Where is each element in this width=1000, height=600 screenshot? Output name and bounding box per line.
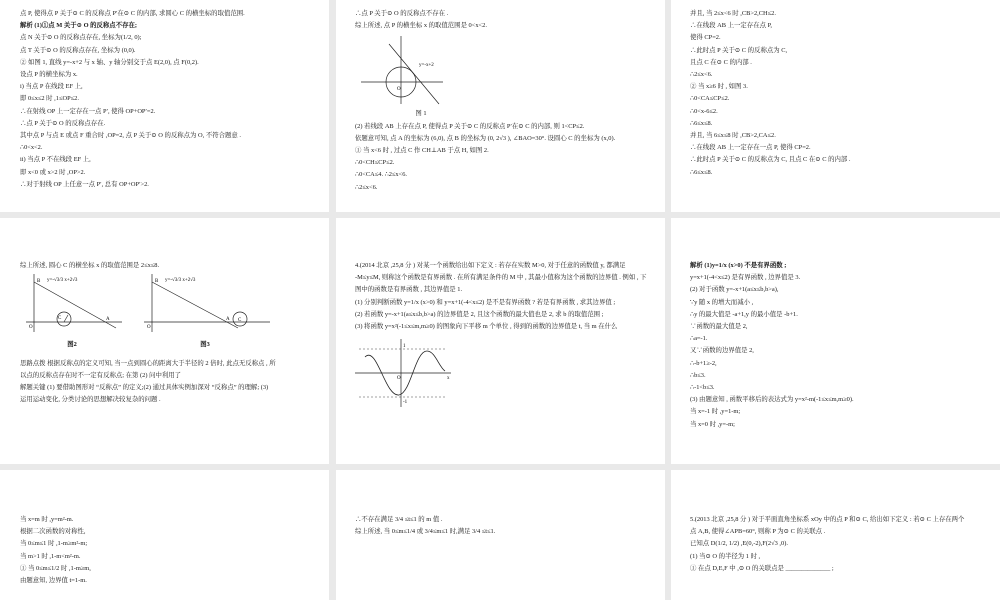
text-line: 解析 (1)y=1/x (x>0) 不是有界函数 ; [690,262,787,269]
point-c-label: C [58,316,62,322]
text-line: 又∵函数的边界值是 2, [690,347,754,355]
text-line: ∴0<CH≤CP≤2. [355,159,395,167]
text-line: 点 A,B, 使得∠APB=60°, 则称 P 为⊙ C 的关联点 . [690,528,826,536]
document-page-4 [0,218,329,464]
text-line: ∴b≤3. [690,371,706,379]
origin-label: O [29,325,33,331]
figure-1 [361,32,481,108]
document-page-2 [336,0,665,212]
tick-label: -1 [403,400,408,406]
text-line: ∵函数的最大值是 2, [690,323,748,331]
text-line: 综上所述, 当 0≤m≤1/4 或 3/4≤m≤1 时,满足 3/4 ≤t≤1. [355,528,496,536]
text-line: ∴点 P 关于⊙ O 的反称点存在. [20,119,106,127]
text-line: 由题意知, 边界值 t=1-m. [20,577,87,585]
origin-label: O [397,87,401,93]
line-ch [64,315,68,322]
document-page-9 [671,470,1000,600]
figure-3 [138,272,272,334]
text-line: ② 当 x≥6 时 , 如图 3. [690,83,748,91]
text-line: 点 T 关于⊙ O 的反称点存在, 坐标为 (0,0). [20,46,136,54]
point-b-label: B [155,279,159,285]
text-line: ∴0<CA≤CP≤2. [690,95,730,103]
text-line: 当 x=0 时 ,y=-m; [690,420,735,428]
text-line: ① 在点 D,E,F 中 ,⊙ O 的关联点是 ______________ ; [690,564,834,572]
line-label: y=-√3/3 x+2√3 [47,278,78,284]
point-c-label: C [238,318,242,324]
point-b-label: B [37,279,41,285]
text-line: (2) 若函数 y=-x+1(a≤x≤b,b>a) 的边界值是 2, 且这个函数的最大值也是 2, 求 b 的取值范围 ; [355,310,604,318]
text-line: ∴a=-1. [690,335,708,343]
text-line: 当 x=-1 时 ,y=1-m; [690,408,741,416]
text-line: 5.(2013 北京 ,25,8 分 ) 对于平面直角坐标系 xOy 中的点 P 和⊙ C, 给出如下定义 : 若⊙ C 上存在两个 [690,516,965,523]
figure-2 [20,272,124,334]
tick-label: 1 [403,344,406,350]
text-line: (2) 若线段 AB 上存在点 P, 使得点 P 关于⊙ C 的反称点 P′在⊙ C 的内部, 则 1<CP≤2. [355,122,585,130]
text-line: 运用运动变化, 分类讨论的思想解决较复杂的问题 . [20,396,161,404]
text-line: ∴2≤x<6. [690,71,713,79]
text-line: ∴-b+1≥-2, [690,359,717,367]
text-line: 依题意可知, 点 A 的坐标为 (6,0), 点 B 的坐标为 (0, 2√3 ), ∠BAO=30°. 设圆心 C 的坐标为 (x,0). [355,134,616,142]
text-line: 其中点 P 与点 E 或点 F 重合时 ,OP=2, 点 P 关于⊙ O 的反称点为 O, 不符合题意 . [20,132,241,140]
text-line: 综上所述, 点 P 的横坐标 x 的取值范围是 0<x<2. [355,22,487,30]
text-line: ∴不存在满足 3/4 ≤t≤1 的 m 值 . [355,516,443,523]
text-line: (3) 由题意知 , 函数平移后的表达式为 y=x²-m(-1≤x≤m,m≥0). [690,396,854,404]
text-line: ∴0<x-6≤2. [690,107,718,115]
point-a-label: A [106,317,110,323]
text-line: ① 当 x<6 时 , 过点 C 作 CH⊥AB 于点 H, 如图 2. [355,147,489,155]
text-line: ∴-1<b≤3. [690,384,715,392]
axis-x-label: x [447,376,450,382]
text-line: 点 N 关于⊙ O 的反称点存在, 坐标为(1/2, 0); [20,34,142,42]
text-line: 且点 C 在⊙ C 的内部 . [690,58,752,66]
text-line: -M≤y≤M, 则称这个函数是有界函数 . 在所有满足条件的 M 中 , 其最小值称为这个函数的边界值 . 例如 , 下图中的函数是有界函数 , 其边界值是 1. [355,274,647,294]
text-line: 已知点 D(1/2, 1/2) ,E(0,-2),F(2√3 ,0). [690,540,788,548]
figure-2-wrap [20,272,124,351]
text-line: 思路点拨 根据反称点的定义可知, 当一点到圆心的距离大于半径的 2 倍时, 此点无反称点 , 所 [20,359,276,367]
text-line: ∴y 的最大值是 -a+1,y 的最小值是 -b+1. [690,310,798,318]
line-ab [34,282,116,328]
line-ef [389,44,439,104]
text-line: ∵y 随 x 的增大而减小 , [690,298,754,306]
text-line: 点 P, 使得点 P 关于⊙ C 的反称点 P′在⊙ C 的内部, 求圆心 C 的横坐标的取值范围. [20,10,245,17]
text-line: (1) 当⊙ O 的半径为 1 时 , [690,552,761,560]
text-line: ∴2≤x<6. [355,183,378,191]
text-line: 设点 P 的横坐标为 x. [20,71,78,79]
text-line: ii) 当点 P 不在线段 EF 上, [20,156,91,164]
text-line: ② 如图 1, 直线 y=-x+2 与 x 轴、y 轴分别交于点 E(2,0), 点 F(0,2). [20,58,199,66]
text-line: ∴0<CA≤4. ∴2≤x<6. [355,171,408,179]
origin-label: O [147,325,151,331]
text-line: 解析 (1)①点 M 关于⊙ O 的反称点不存在; [20,22,138,30]
text-line: ∴在线段 AB 上一定存在点 P, [690,22,773,30]
document-page-8 [336,470,665,600]
text-line: (3) 将函数 y=x²(-1≤x≤m,m≥0) 的图象向下平移 m 个单位 , 得到的函数的边界值是 t, 当 m 在什么 [355,323,618,331]
text-line: 当 m>1 时 ,1-m<m²-m. [20,552,81,560]
text-line: 解题关键 (1) 要借助图形对 “反称点” 的定义;(2) 通过具体实例加深对 “反称点” 的理解; (3) [20,384,269,392]
text-line: (2) 对于函数 y=-x+1(a≤x≤b,b>a), [690,286,779,294]
text-line: ∴0<x<2. [20,144,43,152]
text-line: 综上所述, 圆心 C 的横坐标 x 的取值范围是 2≤x≤8. [20,262,160,269]
figure-caption: 图2 [67,341,77,349]
text-line: 以点的反称点存在时不一定有反称点; 在第 (2) 问中利用了 [20,371,182,379]
text-line: ∴6≤x≤8. [690,168,713,176]
text-line: i) 当点 P 在线段 EF 上, [20,83,83,91]
text-line: 根据二次函数的对称性, [20,528,86,536]
document-page-1 [0,0,329,212]
text-line: 使得 CP=2. [690,34,721,42]
text-line: ∴在线段 AB 上一定存在一点 P, 使得 CP=2. [690,144,811,152]
figure-caption: 图3 [200,341,210,349]
line-label: y=-x+2 [419,63,434,69]
text-line: ∴此时点 P 关于⊙ C 的反称点为 C, [690,46,788,54]
text-line: y=x+1(-4<x≤2) 是有界函数 , 边界值是 3. [690,274,801,282]
point-a-label: A [226,317,230,323]
document-page-5 [336,218,665,464]
text-line: 即 x<0 或 x>2 时 ,OP>2. [20,168,86,176]
text-line: 并且, 当 6≤x≤8 时 ,CB>2,CA≤2. [690,132,776,140]
line-label: y=-√3/3 x+2√3 [165,278,196,284]
origin-label: O [397,376,401,382]
figures-row [20,272,329,351]
text-line: ∴对于射线 OP 上任意一点 P′, 总有 OP+OP′>2. [20,180,149,188]
text-line: ∴在射线 OP 上一定存在一点 P′, 使得 OP+OP′=2. [20,107,156,115]
document-page-7 [0,470,329,600]
text-line: 当 0≤m≤1 时 ,1-m≥m²-m; [20,540,88,548]
text-line: (1) 分别判断函数 y=1/x (x>0) 和 y=x+1(-4<x≤2) 是不是有界函数 ? 若是有界函数 , 求其边界值 ; [355,298,616,306]
text-line: ∴6≤x≤8. [690,119,713,127]
text-line: 当 x=m 时 ,y=m²-m. [20,516,74,523]
figure-3-wrap [138,272,272,351]
text-line: ① 当 0≤m≤1/2 时 ,1-m≥m, [20,564,91,572]
document-page-6 [671,218,1000,464]
text-line: 4.(2014 北京 ,25,8 分 ) 对某一个函数给出如下定义 : 若存在实数 M>0, 对于任意的函数值 y, 都满足 [355,262,626,269]
figure-caption: 图 1 [415,110,427,118]
bounded-function-graph [355,337,455,409]
text-line: ∴此时点 P 关于⊙ C 的反称点为 C, 且点 C 在⊙ C 的内部 . [690,156,851,164]
text-line: 并且, 当 2≤x<6 时 ,CB>2,CH≤2. [690,10,776,17]
text-line: ∴点 P 关于⊙ O 的反称点不存在 . [355,10,449,17]
text-line: 即 0≤x≤2 时 ,1≤OP≤2. [20,95,79,103]
document-page-3 [671,0,1000,212]
